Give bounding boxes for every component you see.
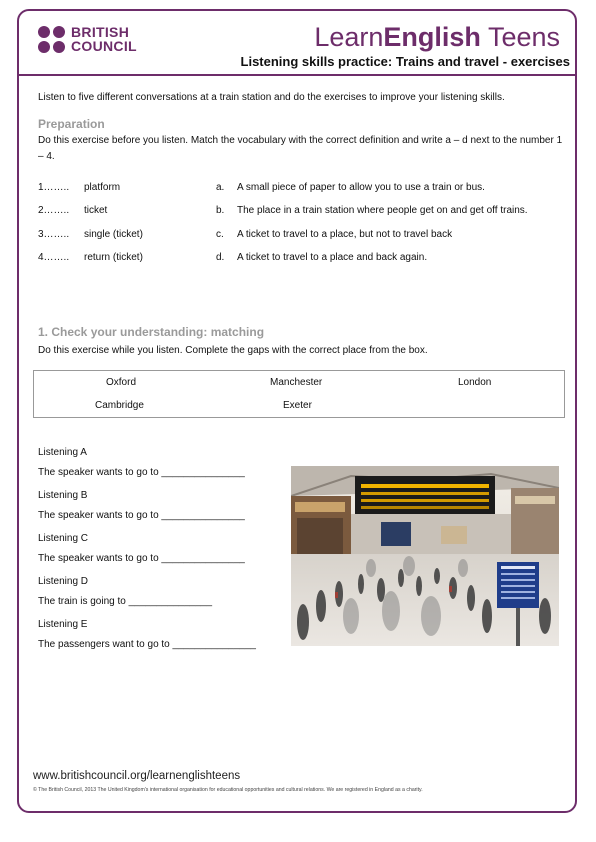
vocab-row [38,205,568,219]
british-council-logo [38,25,137,53]
page-title: Listening skills practice: Trains and travel - exercises [240,54,570,69]
definition-text: The place in a train station where people get on and get off trains. [237,205,528,216]
definition-letter: d. [216,252,225,263]
header-divider [17,74,577,76]
logo-line-2: COUNCIL [71,38,137,54]
vocab-answer-gap[interactable]: 2…….. [38,205,70,216]
preparation-instructions: Do this exercise before you listen. Match the vocabulary with the correct definition and write a – d next to the number 1 – 4. [38,135,563,162]
listening-label: Listening A [38,447,87,458]
vocab-word: single (ticket) [84,229,143,240]
listening-sentence-gap[interactable]: The speaker wants to go to _______________ [38,467,245,478]
vocab-word: return (ticket) [84,252,143,263]
vocab-answer-gap[interactable]: 3…….. [38,229,70,240]
vocab-row [38,182,568,196]
learnenglish-teens-brand [314,22,560,53]
train-station-photo [291,466,559,646]
brand-learn: Learn [314,22,384,52]
footer-copyright: © The British Council, 2013 The United Kingdom's international organisation for educational opportunities and cultural relations. We are registered in England as a charity. [33,787,423,793]
logo-line-1: BRITISH [71,24,130,40]
vocab-row [38,252,568,266]
listening-label: Listening E [38,619,88,630]
exercise1-heading: 1. Check your understanding: matching [38,325,265,339]
definition-text: A small piece of paper to allow you to use a train or bus. [237,182,485,193]
footer-url[interactable]: www.britishcouncil.org/learnenglishteens [33,770,241,782]
intro-text: Listen to five different conversations at a train station and do the exercises to improve your listening skills. [38,92,505,103]
vocab-word: ticket [84,205,108,216]
listening-label: Listening D [38,576,89,587]
place-word: Oxford [106,377,137,388]
place-word: Cambridge [95,400,144,411]
definition-letter: c. [216,229,224,240]
exercise1-instructions: Do this exercise while you listen. Complete the gaps with the correct place from the box. [38,345,428,356]
logo-dots-icon [38,26,65,53]
listening-sentence-gap[interactable]: The passengers want to go to _______________ [38,639,256,650]
place-word: Exeter [283,400,312,411]
vocab-word: platform [84,182,121,193]
definition-letter: b. [216,205,225,216]
listening-sentence-gap[interactable]: The train is going to _______________ [38,596,213,607]
definition-letter: a. [216,182,225,193]
preparation-heading: Preparation [38,117,105,131]
listening-label: Listening C [38,533,89,544]
vocab-row [38,229,568,243]
brand-teens: Teens [480,22,560,52]
listening-sentence-gap[interactable]: The speaker wants to go to _______________ [38,510,245,521]
definition-text: A ticket to travel to a place, but not to travel back [237,229,453,240]
place-word-box [33,370,565,418]
vocab-answer-gap[interactable]: 4…….. [38,252,70,263]
vocab-answer-gap[interactable]: 1…….. [38,182,70,193]
place-word: Manchester [270,377,323,388]
listening-sentence-gap[interactable]: The speaker wants to go to _______________ [38,553,245,564]
listening-label: Listening B [38,490,88,501]
brand-english: English [383,22,481,52]
definition-text: A ticket to travel to a place and back again. [237,252,428,263]
place-word: London [458,377,492,388]
